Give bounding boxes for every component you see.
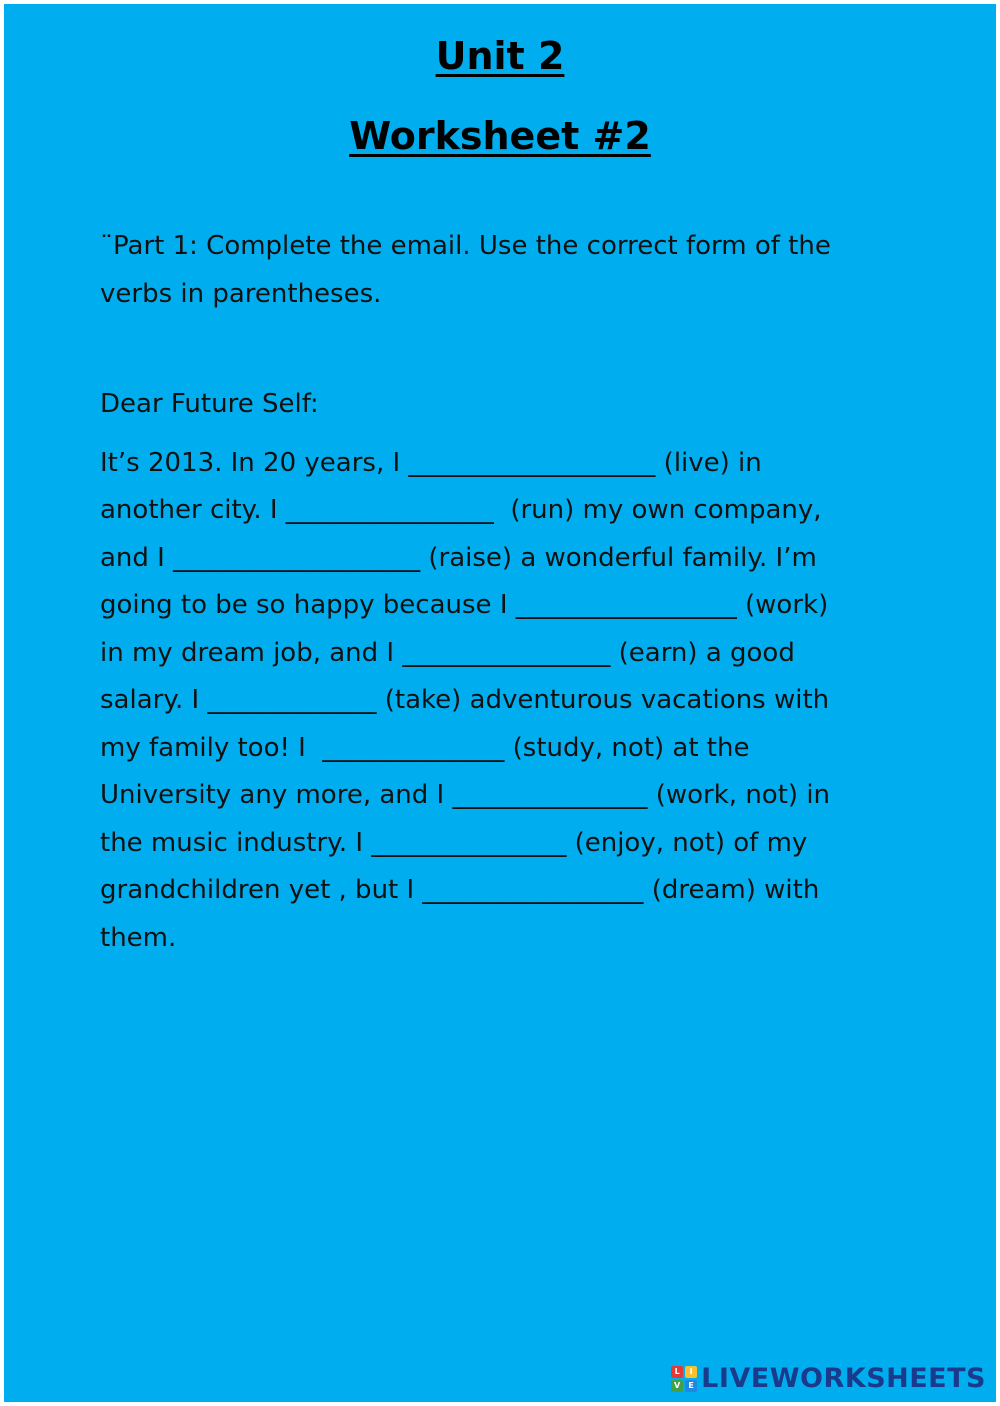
worksheet-sheet	[4, 4, 996, 1402]
email-line-1: It’s 2013. In 20 years, I ___________________ (live) in	[100, 448, 762, 478]
instructions	[100, 222, 900, 318]
email-line-5: in my dream job, and I ________________ (earn) a good	[100, 638, 795, 668]
worksheet-title: Worksheet #2	[349, 114, 651, 158]
liveworksheets-logo	[671, 1363, 986, 1394]
logo-letter-i: I	[685, 1366, 697, 1378]
logo-letter-l: L	[671, 1366, 683, 1378]
email-line-6: salary. I _____________ (take) adventurous vacations with	[100, 685, 830, 715]
unit-title: Unit 2	[435, 34, 565, 78]
email-line-7: my family too! I ______________ (study, not) at the	[100, 733, 750, 763]
liveworksheets-brand-text: LIVEWORKSHEETS	[701, 1363, 986, 1394]
instructions-line-1: ¨Part 1: Complete the email. Use the correct form of the	[100, 231, 831, 261]
email-line-11: them.	[100, 923, 177, 953]
email-line-3: and I ___________________ (raise) a wonderful family. I’m	[100, 543, 817, 573]
logo-letter-v: V	[671, 1380, 683, 1392]
email-line-4: going to be so happy because I _________________ (work)	[100, 590, 829, 620]
email-line-2: another city. I ________________ (run) my own company,	[100, 495, 822, 525]
email-line-9: the music industry. I _______________ (enjoy, not) of my	[100, 828, 808, 858]
email-salutation: Dear Future Self:	[100, 389, 319, 419]
email-line-8: University any more, and I _______________ (work, not) in	[100, 780, 831, 810]
instructions-line-2: verbs in parentheses.	[100, 279, 382, 309]
logo-letter-e: E	[685, 1380, 697, 1392]
email-line-10: grandchildren yet , but I _________________ (dream) with	[100, 875, 820, 905]
liveworksheets-logo-icon	[671, 1366, 697, 1392]
